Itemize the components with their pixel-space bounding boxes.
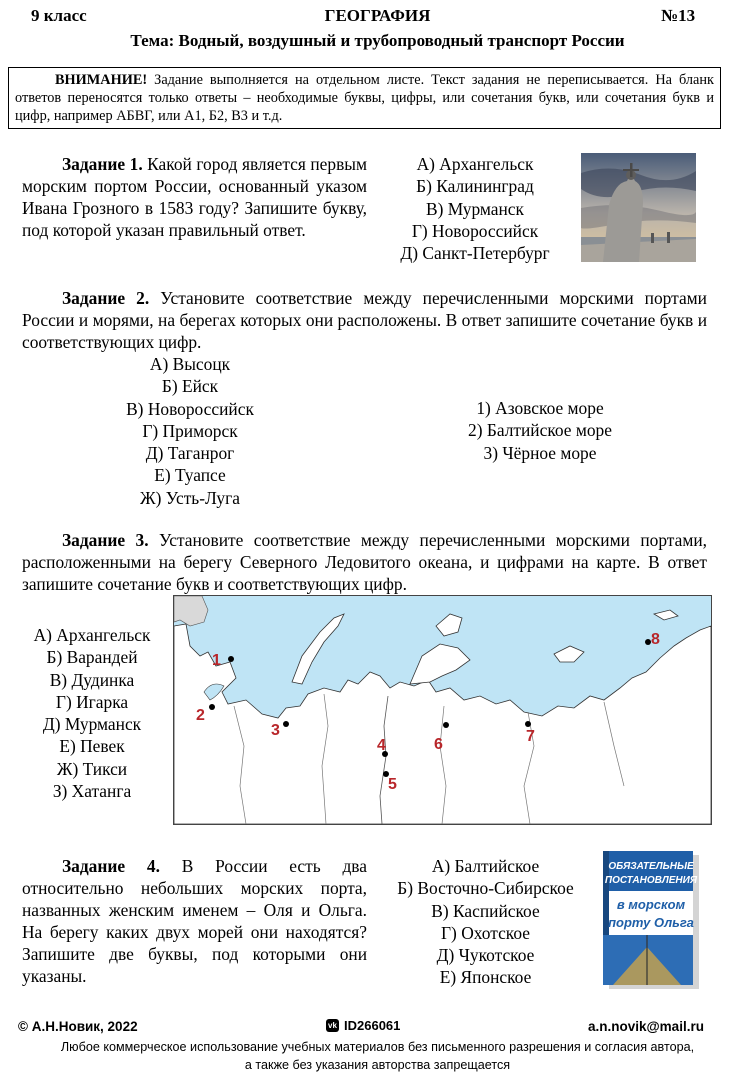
task1-options [380,153,570,264]
list-item: Е) Певек [59,736,125,757]
book-title-line4: порту Ольга [608,915,694,930]
list-item: Д) Мурманск [42,714,142,735]
grade-label: 9 класс [31,6,87,25]
list-item: Б) Ейск [161,376,219,397]
task4-text: В России есть два относительно небольших морских порта, названных женским именем – Оля и Ольга. На берегу каких двух морей они находятся? Запишите две буквы, под которыми они указаны. [22,856,367,986]
list-item: Д) Санкт-Петербург [400,243,550,264]
book-cover [603,851,701,991]
task2-ports [90,353,290,509]
list-item: 2) Балтийское море [468,420,612,441]
vk-id-text: ID266061 [344,1018,401,1033]
list-item: Б) Калининград [416,176,534,197]
book-title-line1: ОБЯЗАТЕЛЬНЫЕ [608,861,694,872]
book-title-line2: ПОСТАНОВЛЕНИЯ [604,875,698,886]
book-title-line3: в морском [616,897,686,912]
map-label-7: 7 [526,728,535,745]
list-item: Г) Новороссийск [411,220,539,241]
list-item: В) Мурманск [426,198,524,219]
map-label-2: 2 [196,707,205,724]
notice-label: ВНИМАНИЕ! [55,72,148,88]
map-label-6: 6 [434,736,443,753]
task1-question [22,153,367,241]
list-item: Г) Охотское [441,922,530,943]
copyright: © А.Н.Новик, 2022 [18,1019,138,1034]
task3-text: Установите соответствие между перечисленными морскими портами, расположенными на берегу Северного Ледовитого океана, и цифрами на карте. В ответ запишите сочетание букв и соответствующих цифр. [22,530,707,594]
list-item: Г) Приморск [142,420,238,441]
map-label-4: 4 [377,737,386,754]
footer-line2: а также без указания авторства запрещается [244,1058,511,1072]
topic-title: Тема: Водный, воздушный и трубопроводный транспорт России [130,31,625,50]
task2-text: Установите соответствие между перечисленными морскими портами России и морями, на берегах которых они расположены. В ответ запишите сочетание букв и соответствующих цифр. [22,288,707,352]
task3-question [22,529,707,595]
worksheet-number: №13 [661,6,696,25]
arctic-ports-map [173,595,712,825]
task2-label: Задание 2. [62,288,150,308]
map-label-1: 1 [212,652,221,669]
notice-text: Задание выполняется на отдельном листе. Текст задания не переписывается. На бланк ответов переносятся только ответы – необходимые буквы, цифры, или сочетания букв, или сочетания букв и цифр, например АБВГ, или А1, Б2, В3 и т.д. [15,72,714,124]
vk-id [326,1018,400,1033]
task1-text: Какой город является первым морским портом России, основанный указом Ивана Грозного в 1583 году? Запишите букву, под которой указан правильный ответ. [22,154,367,240]
list-item: В) Каспийское [431,900,540,921]
list-item: Г) Игарка [55,691,129,712]
subject-title: ГЕОГРАФИЯ [324,6,431,25]
map-label-8: 8 [651,631,660,648]
task2-seas [450,397,630,464]
list-item: З) Хатанга [52,781,132,802]
list-item: А) Балтийское [431,856,540,876]
list-item: Д) Чукотское [436,945,535,966]
task4-label: Задание 4. [62,856,160,876]
list-item: Ж) Тикси [56,758,128,779]
task2-question [22,287,707,353]
author-email: a.n.novik@mail.ru [588,1019,704,1034]
list-item: Е) Туапсе [154,465,226,486]
list-item: Д) Таганрог [145,443,235,464]
footer-line1: Любое коммерческое использование учебных материалов без письменного разрешения и согласия автора, [60,1040,695,1054]
map-label-5: 5 [388,776,397,793]
task3-ports [22,624,162,802]
list-item: Б) Варандей [46,647,138,668]
task4-options [378,855,593,989]
list-item: Ж) Усть-Луга [140,487,240,508]
list-item: В) Новороссийск [126,398,254,419]
list-item: А) Высоцк [149,354,231,374]
monument-photo [581,153,696,262]
list-item: В) Дудинка [49,669,135,690]
map-label-3: 3 [271,722,280,739]
vk-icon: vk [326,1019,339,1032]
list-item: А) Архангельск [416,154,534,174]
list-item: 1) Азовское море [476,398,604,418]
list-item: Е) Японское [439,967,532,988]
task3-label: Задание 3. [62,530,149,550]
list-item: 3) Чёрное море [483,442,597,463]
task1-label: Задание 1. [62,154,143,174]
notice-box [8,67,721,129]
list-item: А) Архангельск [33,625,151,645]
task4-question [22,855,367,987]
list-item: Б) Восточно-Сибирское [397,878,574,899]
